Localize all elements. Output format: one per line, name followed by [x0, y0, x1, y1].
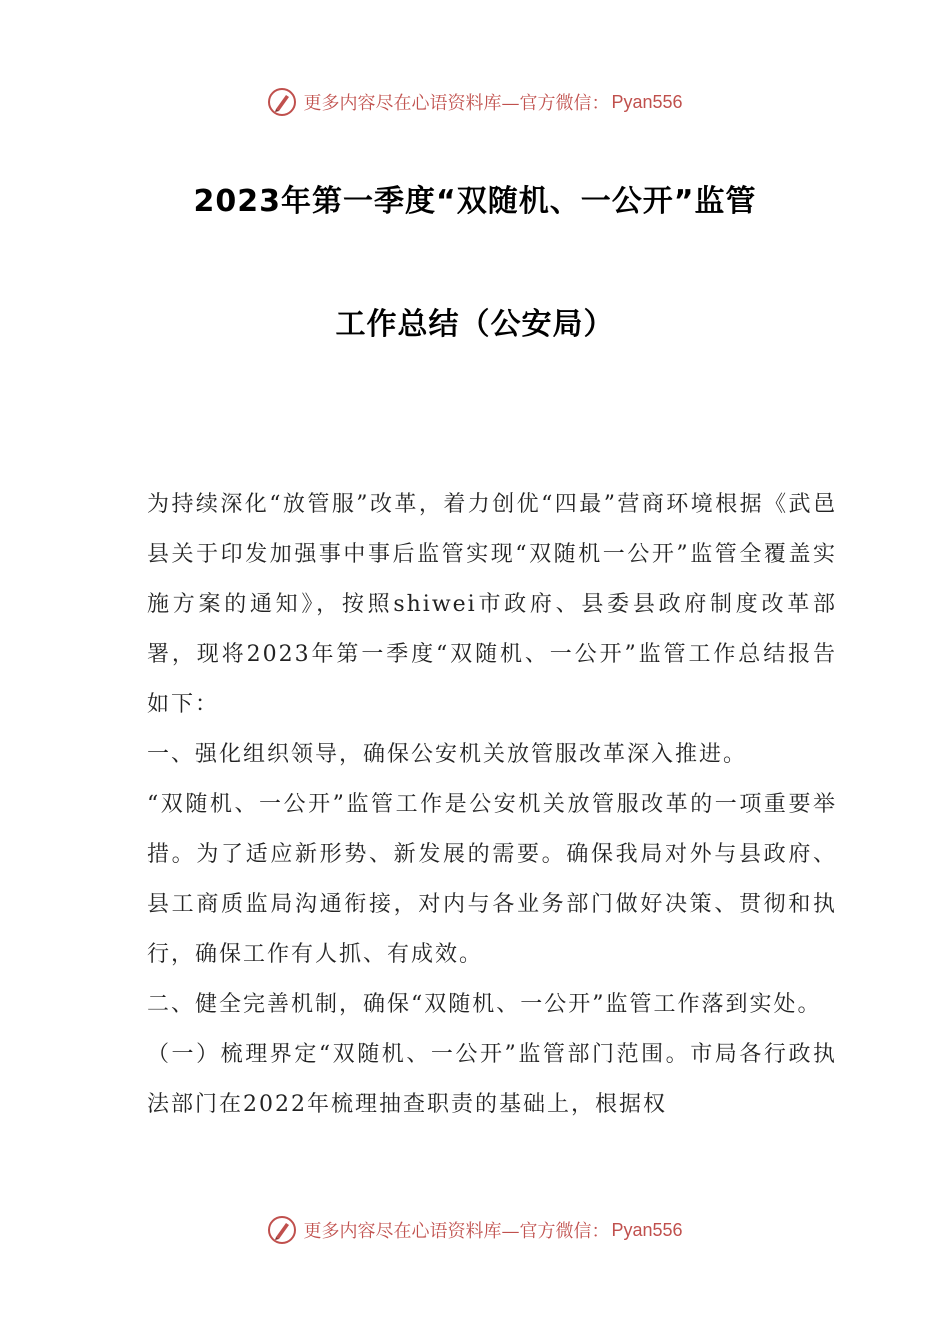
document-title-line-2: 工作总结（公安局）	[335, 307, 615, 342]
watermark-text: 更多内容尽在心语资料库—官方微信：	[303, 1221, 610, 1242]
watermark-wechat-id: Pyan556	[611, 91, 683, 112]
pen-logo-icon	[267, 87, 297, 117]
pen-logo-icon	[267, 1215, 297, 1245]
watermark-wechat-id: Pyan556	[611, 1219, 683, 1240]
document-body	[147, 480, 837, 1130]
paragraph-section-2-1: （一）梳理界定“双随机、一公开”监管部门范围。市局各行政执法部门在2022年梳理抽查职责的基础上，根据权	[147, 1042, 837, 1117]
footer-watermark	[0, 1210, 950, 1250]
heading-section-2: 二、健全完善机制，确保“双随机、一公开”监管工作落到实处。	[147, 992, 822, 1017]
watermark-text: 更多内容尽在心语资料库—官方微信：	[303, 93, 610, 114]
paragraph-intro: 为持续深化“放管服”改革，着力创优“四最”营商环境根据《武邑县关于印发加强事中事后监管实现“双随机一公开”监管全覆盖实施方案的通知》，按照shiwei市政府、县委县政府制度改革部署，现将2023年第一季度“双随机、一公开”监管工作总结报告如下：	[147, 492, 837, 717]
document-title-line-1: 2023年第一季度“双随机、一公开”监管	[193, 184, 757, 219]
heading-section-1: 一、强化组织领导，确保公安机关放管服改革深入推进。	[147, 742, 748, 767]
paragraph-section-1: “双随机、一公开”监管工作是公安机关放管服改革的一项重要举措。为了适应新形势、新发展的需要。确保我局对外与县政府、县工商质监局沟通衔接，对内与各业务部门做好决策、贯彻和执行，确保工作有人抓、有成效。	[147, 792, 837, 967]
header-watermark	[0, 82, 950, 122]
